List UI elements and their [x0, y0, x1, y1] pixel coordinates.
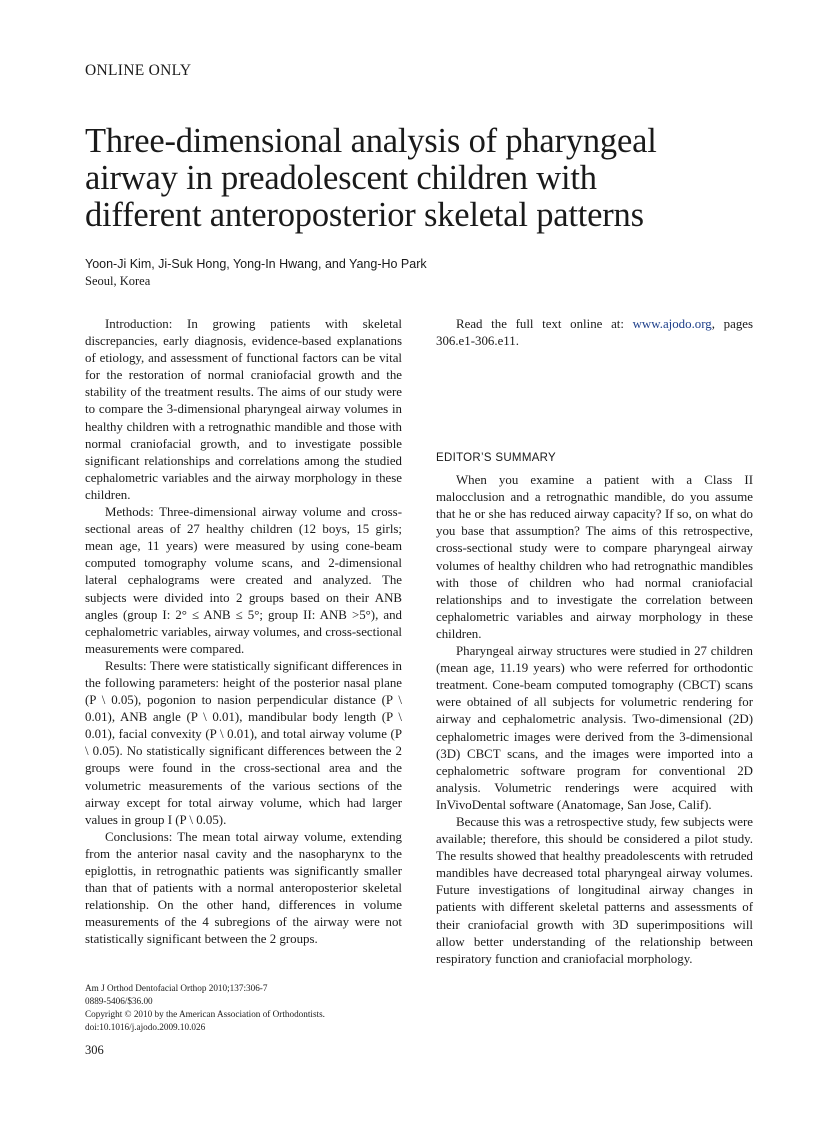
title-line: airway in preadolescent children with: [85, 159, 597, 197]
abstract-conclusions: Conclusions: The mean total airway volume, extending from the anterior nasal cavity and the nasopharynx to the epiglottis, in retrognathic patients was significantly smaller than that of patients with a normal anteroposterior skeletal relationship. On the other hand, differences in volume measurements of the 4 subregions of the airway were not statistically significant between the 2 groups.: [85, 829, 402, 947]
page-number: 306: [85, 1043, 104, 1057]
read-more-prefix: Read the full text online at:: [456, 317, 633, 331]
title-line: different anteroposterior skeletal patterns: [85, 196, 644, 234]
editors-summary-paragraph: When you examine a patient with a Class II malocclusion and a retrognathic mandible, do you assume that he or she has reduced airway capacity? If so, on what do you base that assumption? The aims of this retrospective, cross-sectional study were to compare pharyngeal airway volumes of healthy children who had retrognathic mandibles with those of children who had normal craniofacial relationships and to investigate the correlation between cephalometric variables and airway morphology in these children.: [436, 473, 753, 641]
editors-summary-heading: EDITOR’S SUMMARY: [436, 452, 557, 464]
abstract-results: Results: There were statistically significant differences in the following parameters: height of the posterior nasal plane (P \ 0.05), pogonion to nasion perpendicular distance (P \ 0.01), ANB angle (P \ 0.01), mandibular body length (P \ 0.01), facial convexity (P \ 0.01), and total airway volume (P \ 0.05). No statistically significant differences between the 2 groups were found in the cross-sectional area and the volumetric measurements of the various sections of the airway except for total airway volume, which had larger values in group I (P \ 0.05).: [85, 658, 402, 827]
citation-footer: [85, 982, 415, 1034]
author-location: Seoul, Korea: [85, 274, 151, 288]
copyright: Copyright © 2010 by the American Association of Orthodontists.: [85, 1009, 325, 1019]
read-more-section: [436, 316, 753, 450]
editors-summary-paragraph: Pharyngeal airway structures were studied in 27 children (mean age, 11.19 years) who were referred for orthodontic treatment. Cone-beam computed tomography (CBCT) scans were obtained of all subjects for volumetric rendering for airway and cephalometric analysis. Two-dimensional (2D) cephalometric images were derived from the 3-dimensional (3D) CBCT scans, and the images were imported into a cephalometric software program for conventional 2D analysis. Volumetric renderings were acquired with InVivoDental software (Anatomage, San Jose, Calif).: [436, 644, 753, 812]
abstract-methods: Methods: Three-dimensional airway volume and cross-sectional areas of 27 healthy children (12 boys, 15 girls; mean age, 11 years) were measured by using cone-beam computed tomography volume scans, and 2-dimensional lateral cephalograms were created and analyzed. The subjects were divided into 2 groups based on their ANB angles (group I: 2° ≤ ANB ≤ 5°; group II: ANB >5°), and cephalometric variables, airway volumes, and cross-sectional measurements were compared.: [85, 505, 402, 656]
article-title: [85, 123, 765, 234]
section-label: ONLINE ONLY: [85, 62, 192, 79]
abstract-introduction: Introduction: In growing patients with skeletal discrepancies, early diagnosis, evidence-based explanations of etiology, and assessment of functional factors can be vital for the restoration of normal craniofacial growth and the stability of the treatment results. The aims of our study were to compare the 3-dimensional pharyngeal airway volumes in healthy children with a retrognathic mandible and those with normal craniofacial growth, and to investigate possible significant relationships and correlations among the studied cephalometric variables and the airway morphology in these children.: [85, 317, 402, 502]
journal-citation: Am J Orthod Dentofacial Orthop 2010;137:306-7: [85, 983, 268, 993]
editors-summary-paragraph: Because this was a retrospective study, few subjects were available; therefore, this should be considered a pilot study. The results showed that healthy preadolescents with retruded mandibles have decreased total pharyngeal airway volumes. Future investigations of longitudinal airway changes in patients with different skeletal patterns and assessments of their craniofacial growth with 3D superimpositions will allow better understanding of the relationship between respiratory function and craniofacial morphology.: [436, 814, 753, 966]
abstract-column: [85, 316, 402, 948]
author-list: Yoon-Ji Kim, Ji-Suk Hong, Yong-In Hwang, and Yang-Ho Park: [85, 257, 427, 271]
read-more-suffix: , pages 306.e1-306.e11.: [436, 317, 753, 349]
title-line: Three-dimensional analysis of pharyngeal: [85, 122, 657, 160]
issn: 0889-5406/$36.00: [85, 996, 153, 1006]
right-column: [436, 316, 753, 968]
journal-link[interactable]: www.ajodo.org: [632, 317, 712, 331]
read-more-text: [436, 316, 753, 350]
doi: doi:10.1016/j.ajodo.2009.10.026: [85, 1022, 206, 1032]
